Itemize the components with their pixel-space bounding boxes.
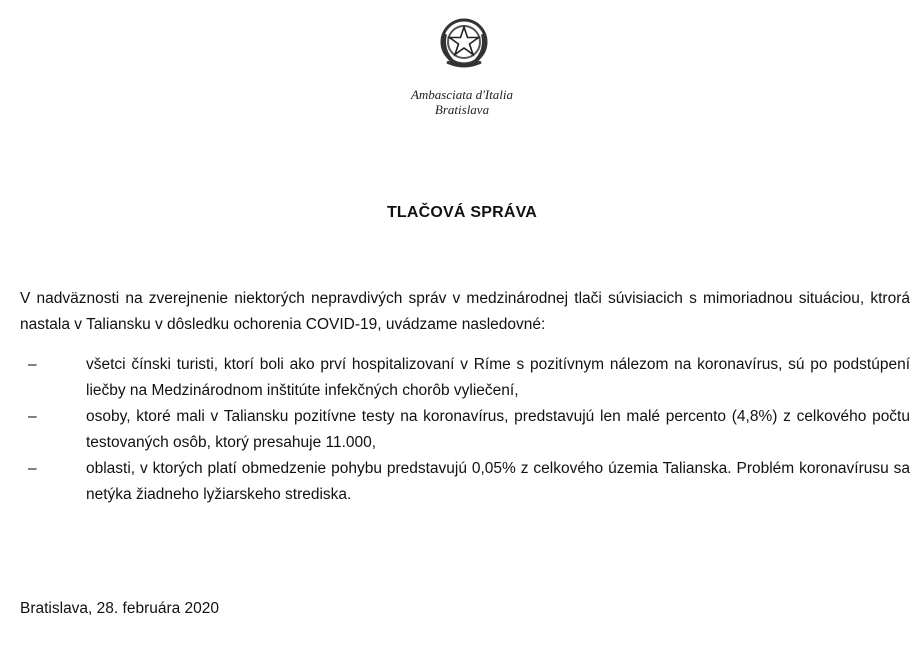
dash-bullet: – [28, 356, 37, 373]
document-title: TLAČOVÁ SPRÁVA [386, 204, 538, 221]
dash-bullet: – [28, 408, 37, 425]
intro-paragraph: V nadväznosti na zverejnenie niektorých nepravdivých správ v medzinárodnej tlači súvisiacich s mimoriadnou situáciou, ktrorá nastala v Taliansku v dôsledku ochorenia COVID-19, uvádzame nasledovné: [20, 290, 910, 333]
dash-bullet: – [28, 460, 37, 477]
emblem-icon [437, 14, 491, 72]
date-line: Bratislava, 28. februára 2020 [20, 600, 220, 617]
list-item [28, 352, 910, 404]
list-item-text: osoby, ktoré mali v Taliansku pozitívne testy na koronavírus, predstavujú len malé percento (4,8%) z celkového počtu testovaných osôb, ktorý presahuje 11.000, [86, 408, 910, 451]
list-item [28, 404, 910, 456]
embassy-name: Ambasciata d'Italia [410, 87, 514, 102]
list-item-text: oblasti, v ktorých platí obmedzenie pohybu predstavujú 0,05% z celkového územia Talianska. Problém koronavírusu sa netýka žiadneho lyžiarskeho strediska. [86, 460, 910, 503]
embassy-city: Bratislava [434, 102, 490, 117]
list-item-text: všetci čínski turisti, ktorí boli ako prví hospitalizovaní v Ríme s pozitívnym nálezom na koronavírus, sú po podstúpení liečby na Medzinárodnom inštitúte infekčných chorôb vyliečení, [86, 356, 910, 399]
list-item [28, 456, 910, 508]
bullet-list [28, 352, 910, 508]
